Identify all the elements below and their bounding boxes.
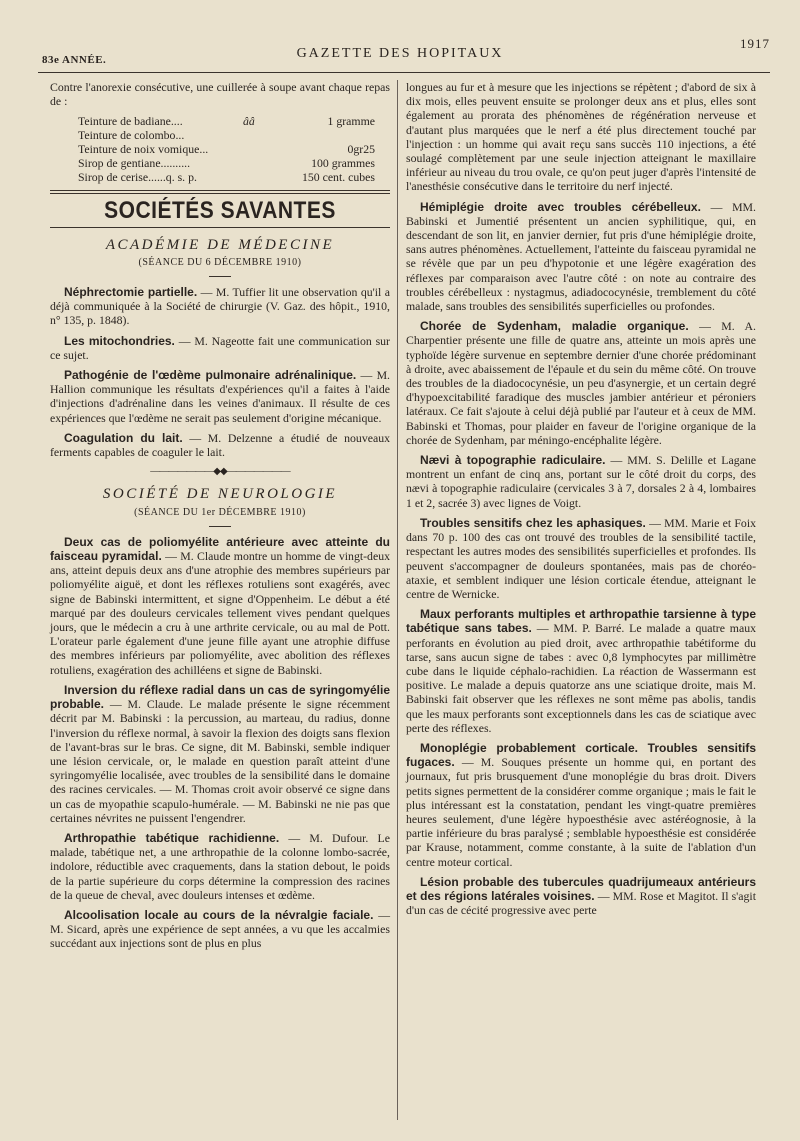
- recipe-mark: ââ: [243, 114, 255, 129]
- article-title: Hémiplégie droite avec troubles cérébelleux.: [420, 199, 701, 214]
- article-text: — M. Nageotte fait une communication sur ce sujet.: [50, 333, 390, 362]
- short-rule: [209, 276, 231, 277]
- article-paragraph: [406, 319, 756, 447]
- recipe-row: [78, 170, 390, 184]
- recipe-mark: [243, 128, 265, 142]
- recipe-intro: Contre l'anorexie consécutive, une cuillerée à soupe avant chaque repas de :: [50, 80, 390, 109]
- right-column: [406, 80, 756, 923]
- article-title: Lésion probable des tubercules quadrijumeaux antérieurs et des régions latérales voisines.: [406, 874, 756, 903]
- issue-year-label: 83e ANNÉE.: [42, 54, 107, 66]
- recipe-quantity: 100 grammes: [311, 156, 375, 171]
- article-paragraph: [50, 535, 390, 677]
- ornament-divider: ———————◆◆———————: [150, 466, 290, 478]
- recipe-ingredient: Teinture de colombo...: [78, 128, 185, 143]
- article-text: — M. Sicard, après une expérience de sept années, a vu que les accalmies succédant aux injections sont de plus en plus: [50, 907, 390, 951]
- recipe-quantity: [265, 128, 375, 142]
- recipe-row: [78, 128, 390, 142]
- header-rule: [38, 72, 770, 73]
- article-paragraph: [406, 607, 756, 735]
- section-rule: [50, 227, 390, 228]
- recipe-ingredient: Teinture de badiane....: [78, 114, 183, 129]
- article-title: Troubles sensitifs chez les aphasiques.: [420, 515, 646, 530]
- article-text: — M. Claude montre un homme de vingt-deux ans, atteint depuis deux ans d'une atrophie des membres supérieurs par poliomyélite aiguë, et dont les réflexes rotuliens sont exagérés, avec signe de Babinski intermittent, et signe d'Oppenheim. Le début a été marqué par des douleurs cervicales tellement vives pendant quelques jours, que le médecin a cru à une arthrite cervicale, ou au mal de Pott. L'orateur parle également d'une jeune fille ayant une atrophie diffuse des membres inférieurs par poliomyélite, avec abolition des réflexes rotuliens, exagération des achilléens et signe de Babinski.: [50, 549, 390, 677]
- article-title: Nævi à topographie radiculaire.: [420, 453, 606, 468]
- neurology-seance: (SÉANCE DU 1er DÉCEMBRE 1910): [134, 506, 306, 518]
- recipe-ingredient: Teinture de noix vomique...: [78, 142, 209, 157]
- page-header: [30, 26, 770, 74]
- article-paragraph: [406, 741, 756, 869]
- article-paragraph: [50, 334, 390, 362]
- left-column: [50, 80, 390, 957]
- article-text: — MM. P. Barré. Le malade a quatre maux perforants en évolution au pied droit, avec arthropathie tabétiforme du tarse, sans aucun signe de tabes : avec 0,8 lymphocytes par millimètre cube dans le liquide céphalo-rachidien. La réaction de Wassermann est positive. Le malade a depuis quatorze ans une sciatique droite, mais M. Babinski fait observer que les réflexes ne sont même pas abolis, tandis que les maux perforants sont exceptionnels dans les cas de sciatique avec perte des réflexes.: [406, 621, 756, 735]
- column-divider: [397, 80, 398, 1120]
- section-title: SOCIÉTÉS SAVANTES: [104, 197, 336, 225]
- academy-seance: (SÉANCE DU 6 DÉCEMBRE 1910): [138, 256, 302, 268]
- recipe-ingredient: Sirop de gentiane..........: [78, 156, 191, 171]
- article-text: — MM. S. Delille et Lagane montrent un enfant de cinq ans, portant sur le côté droit du corps, des nævi à topographie radiculaire (cervicales 3 à 7, dorsales 2 à 4, lombaires 1 et 2, sacrée 3) avec lignes de Voigt.: [406, 453, 756, 510]
- recipe-row: [78, 156, 390, 170]
- recipe-mark: [243, 170, 265, 184]
- academy-heading: ACADÉMIE DE MÉDECINE: [105, 236, 335, 253]
- article-paragraph: [406, 516, 756, 601]
- continued-paragraph: longues au fur et à mesure que les injections se répètent ; d'abord de six à dix mois, elles peuvent ensuite se prolonger deux ans et plus, elles sont également au prorata des phénomènes de régénération nerveuse et d'autant plus marquées que le nerf a été plus directement touché par l'injection : un homme qui avait reçu sans succès 110 injections, a été soulagé complètement par une seule injection atteignant le maxillaire inférieur au niveau du trou ovale, ce qu'on peut juger d'après l'intensité de l'anesthésie consécutive dans le territoire du nerf injecté.: [406, 80, 756, 194]
- article-text: — MM. Babinski et Jumentié présentent un ancien syphilitique, qui, en descendant de son lit, en janvier dernier, fut pris d'une hémiplégie droite, sans autres phénomènes. Actuellement, l'atteinte du faisceau pyramidal ne se révèle que par un peu d'hypotonie et une légère exagération des réflexes par comparaison avec l'autre côté : on note au contraire des troubles cérébelleux : nystagmus, adiadococynésie, tremblement du côté malade, sans troubles des sensibilités superficielles ou profondes.: [406, 199, 756, 314]
- recipe-row: [78, 114, 390, 128]
- recipe-mark: [243, 156, 265, 170]
- article-text: — M. Delzenne a étudié de nouveaux ferments capables de coaguler le lait.: [50, 430, 390, 460]
- article-paragraph: [50, 831, 390, 902]
- article-paragraph: [50, 683, 390, 825]
- recipe-quantity: 1 gramme: [327, 114, 375, 129]
- article-paragraph: [50, 431, 390, 459]
- recipe-mark: [243, 142, 265, 156]
- article-paragraph: [406, 453, 756, 510]
- article-title: Arthropathie tabétique rachidienne.: [64, 830, 280, 845]
- article-text: — M. Dufour. Le malade, tabétique net, a une arthropathie de la colonne lombo-sacrée, indolore, réductible avec craquements, dans la station debout, le poids de la partie supérieure du corps détermine la compression des racines de la queue de cheval, avec douleurs intenses et œdème.: [50, 830, 390, 902]
- article-title: Pathogénie de l'œdème pulmonaire adrénalinique.: [64, 368, 357, 383]
- article-title: Chorée de Sydenham, maladie organique.: [420, 319, 689, 334]
- recipe-quantity: 0gr25: [347, 142, 375, 157]
- article-paragraph: [406, 875, 756, 918]
- article-title: Deux cas de poliomyélite antérieure avec atteinte du faisceau pyramidal.: [50, 534, 390, 564]
- article-title: Alcoolisation locale au cours de la névralgie faciale.: [64, 907, 374, 922]
- article-paragraph: [406, 200, 756, 314]
- article-text: — M. Souques présente un homme qui, en portant des journaux, fut pris brusquement d'une monoplégie du bras droit. Divers petits signes permettent de la considérer comme organique ; mais le fait le plus intéressant est la constatation, pendant les vingt-quatre premières heures seulement, d'une légère hypoesthésie avec astéréognosie, à la partie inférieure du bras paralysé ; semblable hypoesthésie est considérée par Krause, notamment, comme constante, à la suite de l'ablation d'un centre moteur cortical.: [406, 755, 756, 869]
- article-title: Maux perforants multiples et arthropathie tarsienne à type tabétique sans tabes.: [406, 607, 756, 636]
- journal-title: GAZETTE DES HOPITAUX: [296, 46, 504, 61]
- article-text: — M. Claude. Le malade présente le signe récemment décrit par M. Babinski : la percussion, au marteau, du radius, donne l'inversion du réflexe normal, à savoir la flexion des doigts sans flexion de l'avant-bras sur le bras. Ce signe, dit M. Babinski, semble indiquer une lésion cervicale, or, le malade en question paraît atteint d'une syringomyélie localisée, avec troubles de la sensibilité dans le domaine des racines cervicales. — M. Thomas croit avoir observé ce signe dans un cas de myopathie scapulo-humérale. — M. Babinski ne nie pas que certaines névrites ne puissent l'engendrer.: [50, 697, 390, 825]
- article-paragraph: [50, 285, 390, 328]
- article-text: — M. Tuffier lit une observation qu'il a déjà communiquée à la Société de chirurgie (V. Gaz. des hôpit., 1910, n° 135, p. 1848).: [50, 285, 390, 328]
- neurology-heading: SOCIÉTÉ DE NEUROLOGIE: [102, 486, 338, 503]
- article-text: — MM. Rose et Magitot. Il s'agit d'un cas de cécité progressive avec perte: [406, 888, 756, 918]
- article-title: Les mitochondries.: [64, 333, 175, 348]
- recipe-list: [78, 114, 390, 184]
- article-paragraph: [50, 368, 390, 425]
- article-title: Néphrectomie partielle.: [64, 285, 198, 300]
- article-title: Inversion du réflexe radial dans un cas de syringomyélie probable.: [50, 682, 390, 712]
- page-number: 1917: [740, 36, 770, 51]
- article-paragraph: [50, 908, 390, 951]
- recipe-quantity: 150 cent. cubes: [301, 170, 375, 185]
- article-text: — M. A. Charpentier présente une fille de quatre ans, atteinte un mois après une typhoïde légère survenue en septembre dernier d'une chorée prédominant à droite, avec abaissement de l'épaule et du sein du même côté. On trouve des troubles de la diadococynésie, un peu d'asynergie, et un certain degré d'hypoexcitabilité faradique des muscles jambier antérieur et péroniers latéraux. Ce fait s'ajoute à celui déjà publié par l'auteur et à ceux de MM. Babinski et Thomas, pour plaider en faveur de l'origine organique de la chorée de Sydenham, par méningo-encéphalite légère.: [406, 319, 756, 447]
- article-text: — M. Hallion communique les résultats d'expériences qu'il a faites à l'aide d'injections d'adrénaline dans les veines d'animaux. Il résulte de ces expériences que l'œdème ne serait pas seulement d'origine mécanique.: [50, 368, 391, 425]
- recipe-row: [78, 142, 390, 156]
- section-rule: [50, 190, 390, 194]
- article-text: — MM. Marie et Foix dans 70 p. 100 des cas ont trouvé des troubles de la sensibilité tactile, respectant les autres modes des sensibilités superficielles et profondes. Ils peuvent s'accompagner de douleurs spontanées, mais pas de choréo-ataxie, et semblent indiquer une lésion corticale étendue, atteignant le centre de Wernicke.: [406, 515, 756, 601]
- short-rule: [209, 526, 231, 527]
- recipe-ingredient: Sirop de cerise......q. s. p.: [78, 170, 197, 185]
- article-title: Monoplégie probablement corticale. Troubles sensitifs fugaces.: [406, 740, 756, 770]
- article-title: Coagulation du lait.: [64, 430, 183, 445]
